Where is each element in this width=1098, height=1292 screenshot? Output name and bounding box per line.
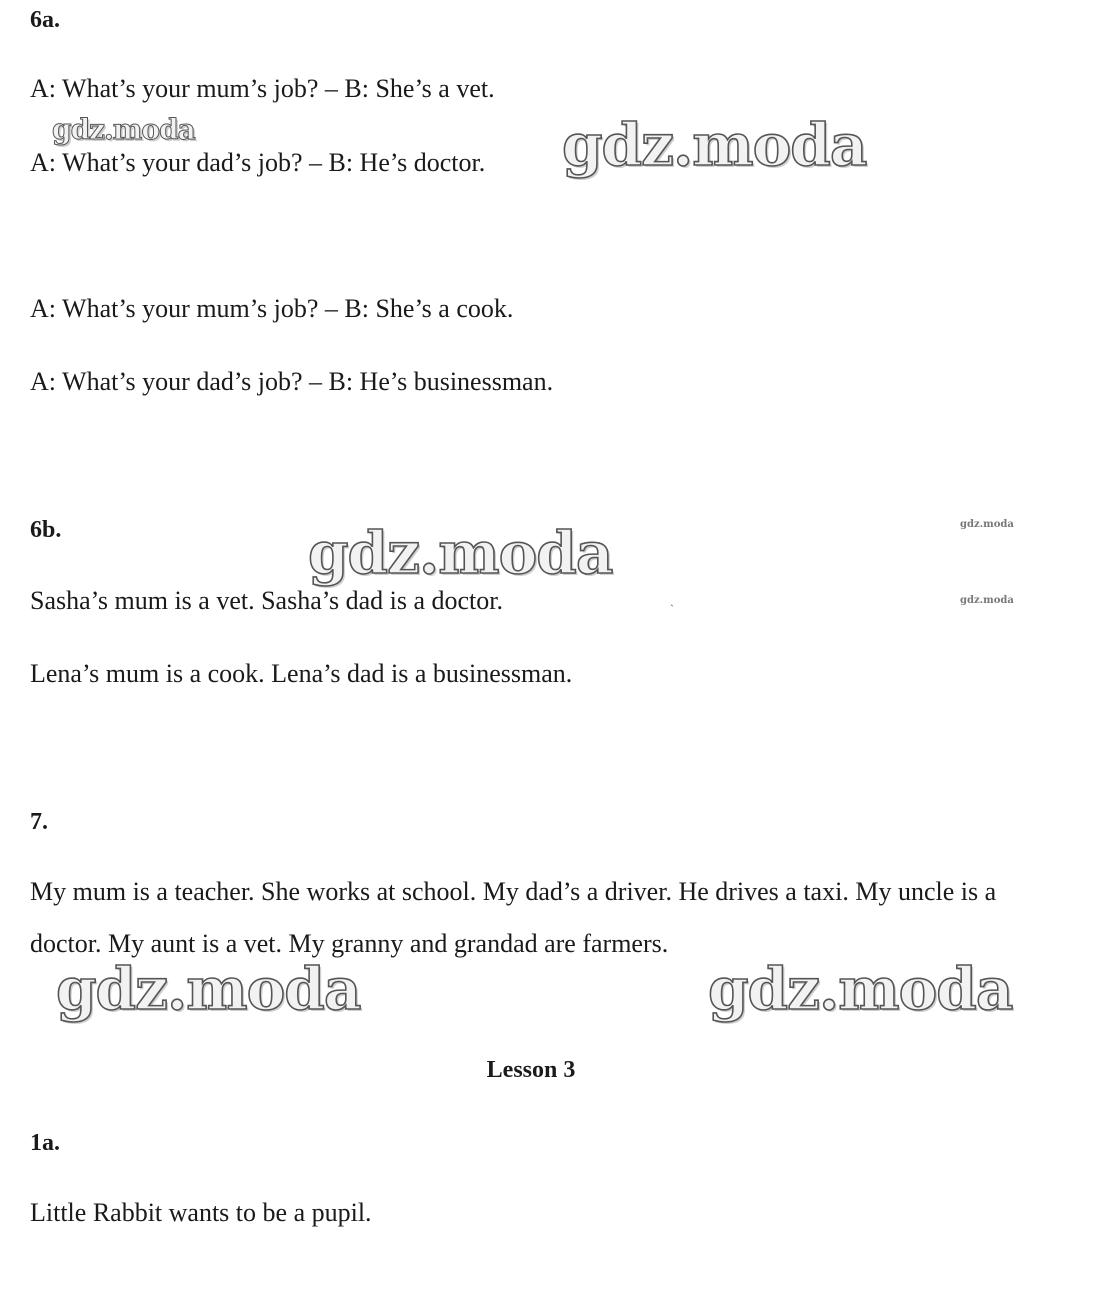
sentence-line-rabbit: Little Rabbit wants to be a pupil.	[30, 1198, 372, 1227]
watermark-logo-small: gdz.moda	[960, 519, 1014, 530]
dialogue-line-3: A: What’s your mum’s job? – B: She’s a cook.	[30, 294, 514, 323]
watermark-logo: gdz.moda	[308, 519, 613, 587]
dialogue-line-1: A: What’s your mum’s job? – B: She’s a vet.	[30, 74, 495, 103]
watermark-logo: gdz.moda	[708, 955, 1013, 1023]
watermark-logo: gdz.moda	[56, 955, 361, 1023]
stray-mark: ˎ	[670, 593, 674, 607]
watermark-logo: gdz.moda	[52, 113, 195, 146]
watermark-logo-small: gdz.moda	[960, 595, 1014, 606]
section-6b-heading: 6b.	[30, 517, 62, 543]
section-6a-heading: 6a.	[30, 7, 60, 33]
sentence-line-2: Lena’s mum is a cook. Lena’s dad is a businessman.	[30, 659, 573, 688]
watermark-logo: gdz.moda	[562, 111, 867, 179]
dialogue-line-4: A: What’s your dad’s job? – B: He’s businessman.	[30, 367, 554, 396]
lesson-3-heading: Lesson 3	[486, 1057, 576, 1083]
section-1a-heading: 1a.	[30, 1130, 60, 1156]
section-7-heading: 7.	[30, 809, 48, 835]
sentence-line-1: Sasha’s mum is a vet. Sasha’s dad is a doctor.	[30, 586, 504, 615]
section-7-paragraph: My mum is a teacher. She works at school. My dad’s a driver. He drives a taxi. My uncle is a doctor. My aunt is a vet. My granny and grandad are farmers.	[30, 877, 997, 958]
dialogue-line-2: A: What’s your dad’s job? – B: He’s doctor.	[30, 148, 486, 177]
